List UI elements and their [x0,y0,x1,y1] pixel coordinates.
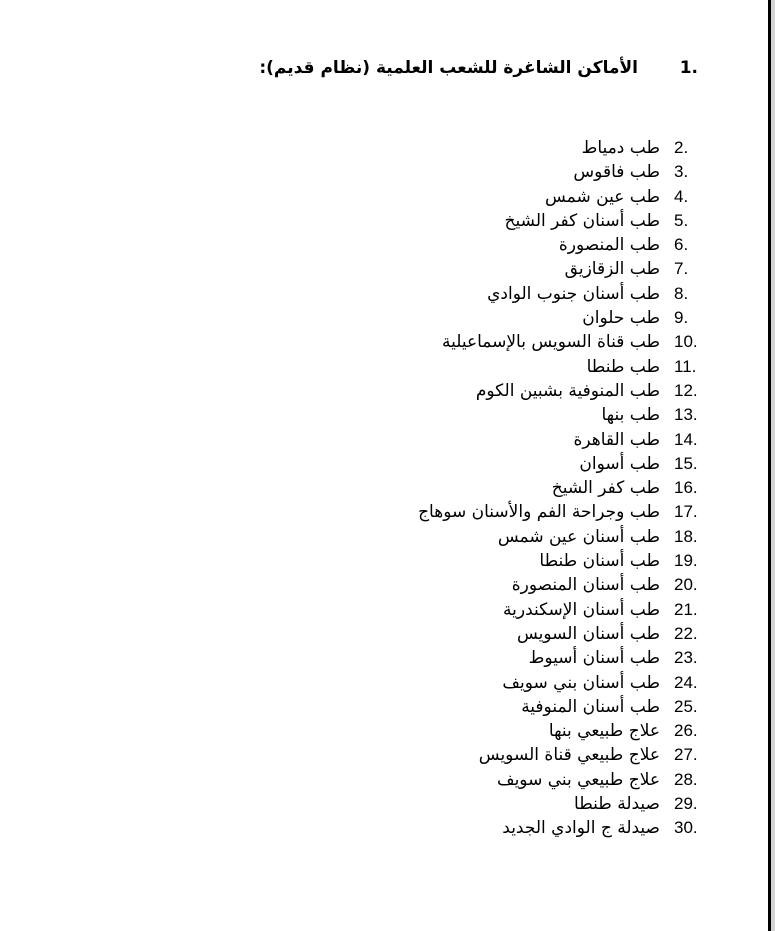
list-item-text: صيدلة طنطا [574,794,660,815]
list-item-number: 30. [674,818,698,838]
list-item [418,622,708,646]
list-item-text: طب أسنان المنصورة [511,575,660,596]
list-item [418,403,708,427]
list-item-text: طب أسنان السويس [516,623,660,644]
list-item-number: 18. [674,526,698,546]
heading-text: الأماكن الشاغرة للشعب العلمية (نظام قديم): [259,58,638,78]
list-item-number: 8. [674,283,689,303]
list-item-number: 9. [674,308,689,328]
list-item [418,257,708,281]
list-item [418,330,708,354]
list-item-text: طب عين شمس [545,186,660,207]
list-item [418,185,708,209]
list-item-number: 11. [674,356,697,376]
list-item-text: طب أسنان طنطا [539,551,660,572]
list-item [418,379,708,403]
list-item [418,549,708,573]
section-heading [259,58,698,78]
list-item-text: طب أسنان المنوفية [521,696,660,717]
list-item-text: طب وجراحة الفم والأسنان سوهاج [418,502,660,523]
list-item-text: طب أسوان [579,453,660,474]
list-item [418,428,708,452]
list-item-number: 26. [674,721,698,741]
list-item-text: صيدلة ج الوادي الجديد [502,818,660,839]
list-item-number: 23. [674,648,698,668]
list-item [418,743,708,767]
list-item-text: طب الزقازيق [564,259,660,280]
list-item-text: طب المنصورة [558,235,660,256]
list-item [418,719,708,743]
list-item [418,695,708,719]
list-item [418,671,708,695]
list-item-number: 27. [674,745,698,765]
list-item [418,598,708,622]
list-item-number: 20. [674,575,698,595]
list-item-text: طب أسنان جنوب الوادي [487,283,660,304]
list-item-number: 3. [674,162,689,182]
list-item-number: 7. [674,259,689,279]
list-item [418,136,708,160]
list-item-text: طب أسنان عين شمس [497,526,660,547]
list-item-number: 22. [674,623,698,643]
vacancies-list [418,136,708,841]
list-item-number: 5. [674,210,689,230]
list-item-number: 29. [674,794,698,814]
list-item-text: علاج طبيعي قناة السويس [478,745,660,766]
list-item-number: 24. [674,672,698,692]
list-item [418,306,708,330]
list-item-number: 21. [674,599,698,619]
list-item-text: طب دمياط [581,138,660,158]
list-item-number: 25. [674,696,698,716]
list-item-number: 12. [674,380,698,400]
list-item [418,233,708,257]
list-item-number: 19. [674,551,698,571]
list-item-number: 16. [674,478,698,498]
list-item-number: 28. [674,769,698,789]
list-item-text: طب بنها [601,405,660,426]
list-item-text: طب المنوفية بشبين الكوم [475,380,660,401]
list-item-text: علاج طبيعي بنها [548,721,660,742]
list-item-number: 13. [674,405,698,425]
list-item [418,500,708,524]
list-item [418,525,708,549]
list-item-text: طب طنطا [586,356,660,377]
list-item [418,282,708,306]
list-item-text: طب فاقوس [573,162,660,183]
list-item [418,209,708,233]
list-item-text: طب حلوان [582,308,660,329]
heading-number: 1. [679,58,698,78]
list-item [418,160,708,184]
list-item [418,792,708,816]
list-item-number: 17. [674,502,698,522]
list-item-text: طب أسنان كفر الشيخ [504,210,660,231]
list-item-text: علاج طبيعي بني سويف [496,769,660,790]
list-item [418,573,708,597]
list-item [418,476,708,500]
list-item-number: 2. [674,138,689,157]
list-item [418,816,708,840]
list-item-number: 6. [674,235,689,255]
list-item [418,646,708,670]
list-item-text: طب أسنان أسيوط [528,648,660,669]
list-item-text: طب كفر الشيخ [551,478,660,499]
list-item [418,355,708,379]
page-shadow [771,0,775,931]
list-item-text: طب أسنان الإسكندرية [503,599,660,620]
list-item-text: طب قناة السويس بالإسماعيلية [441,332,660,353]
list-item [418,768,708,792]
list-item-number: 14. [674,429,698,449]
list-item [418,452,708,476]
list-item-number: 4. [674,186,689,206]
list-item-number: 15. [674,453,698,473]
list-item-text: طب أسنان بني سويف [502,672,660,693]
list-item-text: طب القاهرة [573,429,660,450]
list-item-number: 10. [674,332,698,352]
